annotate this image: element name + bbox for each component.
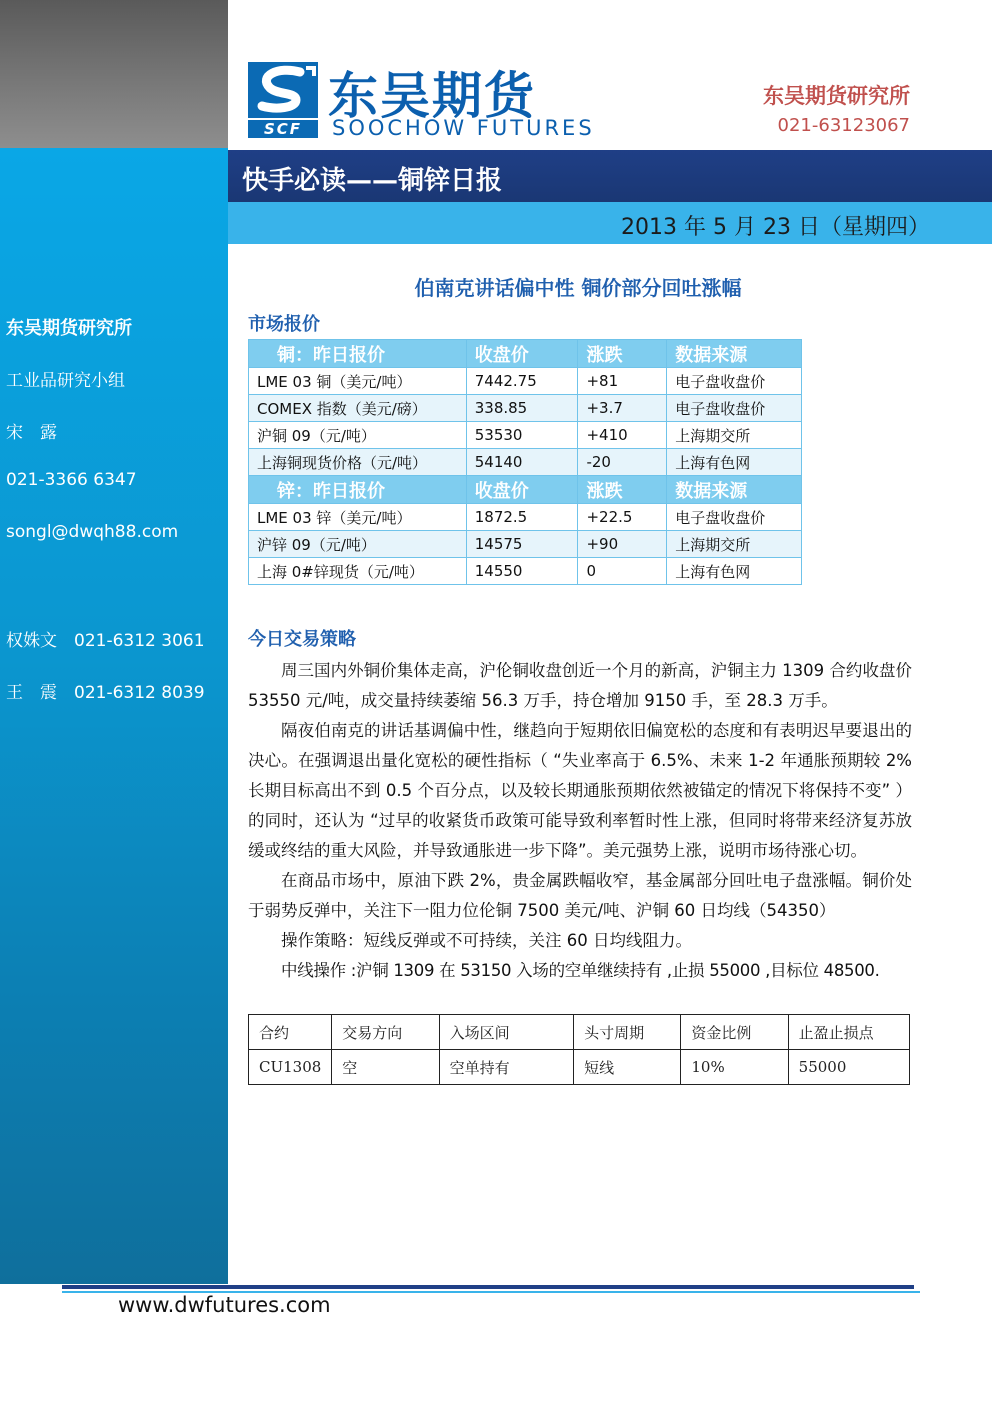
report-date: 2013 年 5 月 23 日（星期四） — [621, 215, 930, 240]
report-banner — [228, 150, 992, 202]
table-cell: 7442.75 — [466, 368, 578, 395]
table-header-cell: 数据来源 — [667, 476, 802, 504]
table-cell: COMEX 指数（美元/磅） — [249, 395, 467, 422]
sidebar-contact — [6, 626, 205, 651]
table-header-row — [249, 476, 802, 504]
sidebar-contact — [6, 678, 205, 703]
table-header-cell: 锌：昨日报价 — [249, 476, 467, 504]
table-cell: 上海铜现货价格（元/吨） — [249, 449, 467, 476]
table-cell: +81 — [578, 368, 667, 395]
table-row — [249, 504, 802, 531]
table-cell: CU1308 — [249, 1050, 332, 1085]
table-cell: -20 — [578, 449, 667, 476]
table-cell: 空单持有 — [439, 1050, 574, 1085]
table-cell: 54140 — [466, 449, 578, 476]
contact-phone: 021-6312 8039 — [74, 683, 205, 703]
table-header-cell: 交易方向 — [332, 1015, 439, 1050]
table-header-row — [249, 340, 802, 368]
table-header-cell: 铜：昨日报价 — [249, 340, 467, 368]
table-cell: 电子盘收盘价 — [667, 368, 802, 395]
table-cell: 沪铜 09（元/吨） — [249, 422, 467, 449]
paragraph: 中线操作 :沪铜 1309 在 53150 入场的空单继续持有 ,止损 55000 ,目标位 48500. — [281, 961, 880, 980]
table-cell: LME 03 锌（美元/吨） — [249, 504, 467, 531]
section-title-strategy: 今日交易策略 — [248, 629, 356, 650]
paragraph: 周三国内外铜价集体走高，沪伦铜收盘创近一个月的新高，沪铜主力 1309 合约收盘价 53550 元/吨，成交量持续萎缩 56.3 万手，持仓增加 9150 手，至 28.3 万手。 — [248, 661, 912, 710]
footer-website-link[interactable]: www.dwfutures.com — [118, 1293, 331, 1317]
strategy-body — [248, 656, 912, 986]
section-title-market: 市场报价 — [248, 314, 320, 335]
sidebar-author-email[interactable]: songl@dwqh88.com — [6, 522, 179, 542]
table-cell: +3.7 — [578, 395, 667, 422]
table-cell: 空 — [332, 1050, 439, 1085]
table-cell: 电子盘收盘价 — [667, 504, 802, 531]
table-header-cell: 资金比例 — [681, 1015, 788, 1050]
scf-logo-icon — [248, 62, 318, 118]
company-logo — [248, 62, 595, 142]
contact-phone: 021-6312 3061 — [74, 631, 205, 651]
table-cell: 338.85 — [466, 395, 578, 422]
table-row — [249, 422, 802, 449]
table-cell: 上海期交所 — [667, 422, 802, 449]
table-cell: 14550 — [466, 558, 578, 585]
table-row — [249, 395, 802, 422]
institute-name: 东吴期货研究所 — [763, 84, 910, 108]
sidebar-author-phone: 021-3366 6347 — [6, 470, 137, 490]
table-header-cell: 涨跌 — [578, 476, 667, 504]
table-header-cell: 入场区间 — [439, 1015, 574, 1050]
table-cell: 1872.5 — [466, 504, 578, 531]
sidebar-org: 东吴期货研究所 — [6, 318, 132, 339]
table-cell: 沪锌 09（元/吨） — [249, 531, 467, 558]
table-header-cell: 涨跌 — [578, 340, 667, 368]
table-cell: +90 — [578, 531, 667, 558]
market-quotes-table — [248, 339, 802, 585]
headline: 伯南克讲话偏中性 铜价部分回吐涨幅 — [414, 276, 742, 300]
table-row — [249, 449, 802, 476]
table-row — [249, 558, 802, 585]
logo-chinese-name: 东吴期货 — [328, 67, 536, 125]
table-header-row — [249, 1015, 910, 1050]
report-title: 快手必读——铜锌日报 — [242, 166, 503, 196]
table-cell: 10% — [681, 1050, 788, 1085]
logo-abbr: SCF — [248, 120, 318, 138]
table-header-cell: 数据来源 — [667, 340, 802, 368]
table-header-cell: 收盘价 — [466, 476, 578, 504]
table-cell: LME 03 铜（美元/吨） — [249, 368, 467, 395]
table-cell: 上海 0#锌现货（元/吨） — [249, 558, 467, 585]
contact-name: 王 震 — [6, 683, 57, 703]
table-header-cell: 收盘价 — [466, 340, 578, 368]
table-cell: 上海期交所 — [667, 531, 802, 558]
positions-table — [248, 1014, 910, 1085]
table-cell: 电子盘收盘价 — [667, 395, 802, 422]
sidebar-group: 工业品研究小组 — [6, 371, 125, 391]
logo-english-name: SOOCHOW FUTURES — [332, 116, 595, 140]
table-row — [249, 368, 802, 395]
table-cell: +22.5 — [578, 504, 667, 531]
table-cell: 0 — [578, 558, 667, 585]
sidebar — [0, 148, 228, 1284]
paragraph: 操作策略：短线反弹或不可持续，关注 60 日均线阻力。 — [281, 931, 692, 950]
table-header-cell: 止盈止损点 — [788, 1015, 909, 1050]
footer-divider — [62, 1285, 914, 1289]
table-header-cell: 头寸周期 — [574, 1015, 681, 1050]
institute-phone: 021-63123067 — [777, 115, 910, 136]
table-row — [249, 531, 802, 558]
paragraph: 在商品市场中，原油下跌 2%，贵金属跌幅收窄，基金属部分回吐电子盘涨幅。铜价处于弱势反弹中，关注下一阻力位伦铜 7500 美元/吨、沪铜 60 日均线（54350） — [248, 871, 912, 920]
table-cell: 55000 — [788, 1050, 909, 1085]
table-cell: 14575 — [466, 531, 578, 558]
sidebar-author: 宋 露 — [6, 423, 57, 443]
table-cell: 53530 — [466, 422, 578, 449]
contact-name: 权姝文 — [6, 631, 57, 651]
table-cell: 上海有色网 — [667, 558, 802, 585]
sidebar-top-panel — [0, 0, 228, 148]
date-bar — [228, 202, 992, 244]
table-header-cell: 合约 — [249, 1015, 332, 1050]
table-cell: 上海有色网 — [667, 449, 802, 476]
table-cell: +410 — [578, 422, 667, 449]
table-row — [249, 1050, 910, 1085]
table-cell: 短线 — [574, 1050, 681, 1085]
paragraph: 隔夜伯南克的讲话基调偏中性，继趋向于短期依旧偏宽松的态度和有表明迟早要退出的决心。在强调退出量化宽松的硬性指标（ “失业率高于 6.5%、未来 1-2 年通胀预期较 2%长期目标高出不到 0.5 个百分点，以及较长期通胀预期依然被锚定的情况下将保持不变” ）的同时，还认为 “过早的收紧货币政策可能导致利率暂时性上涨，但同时将带来经济复苏放缓或终结的重大风险，并导致通胀进一步下降”。美元强势上涨，说明市场待涨心切。 — [248, 721, 912, 860]
